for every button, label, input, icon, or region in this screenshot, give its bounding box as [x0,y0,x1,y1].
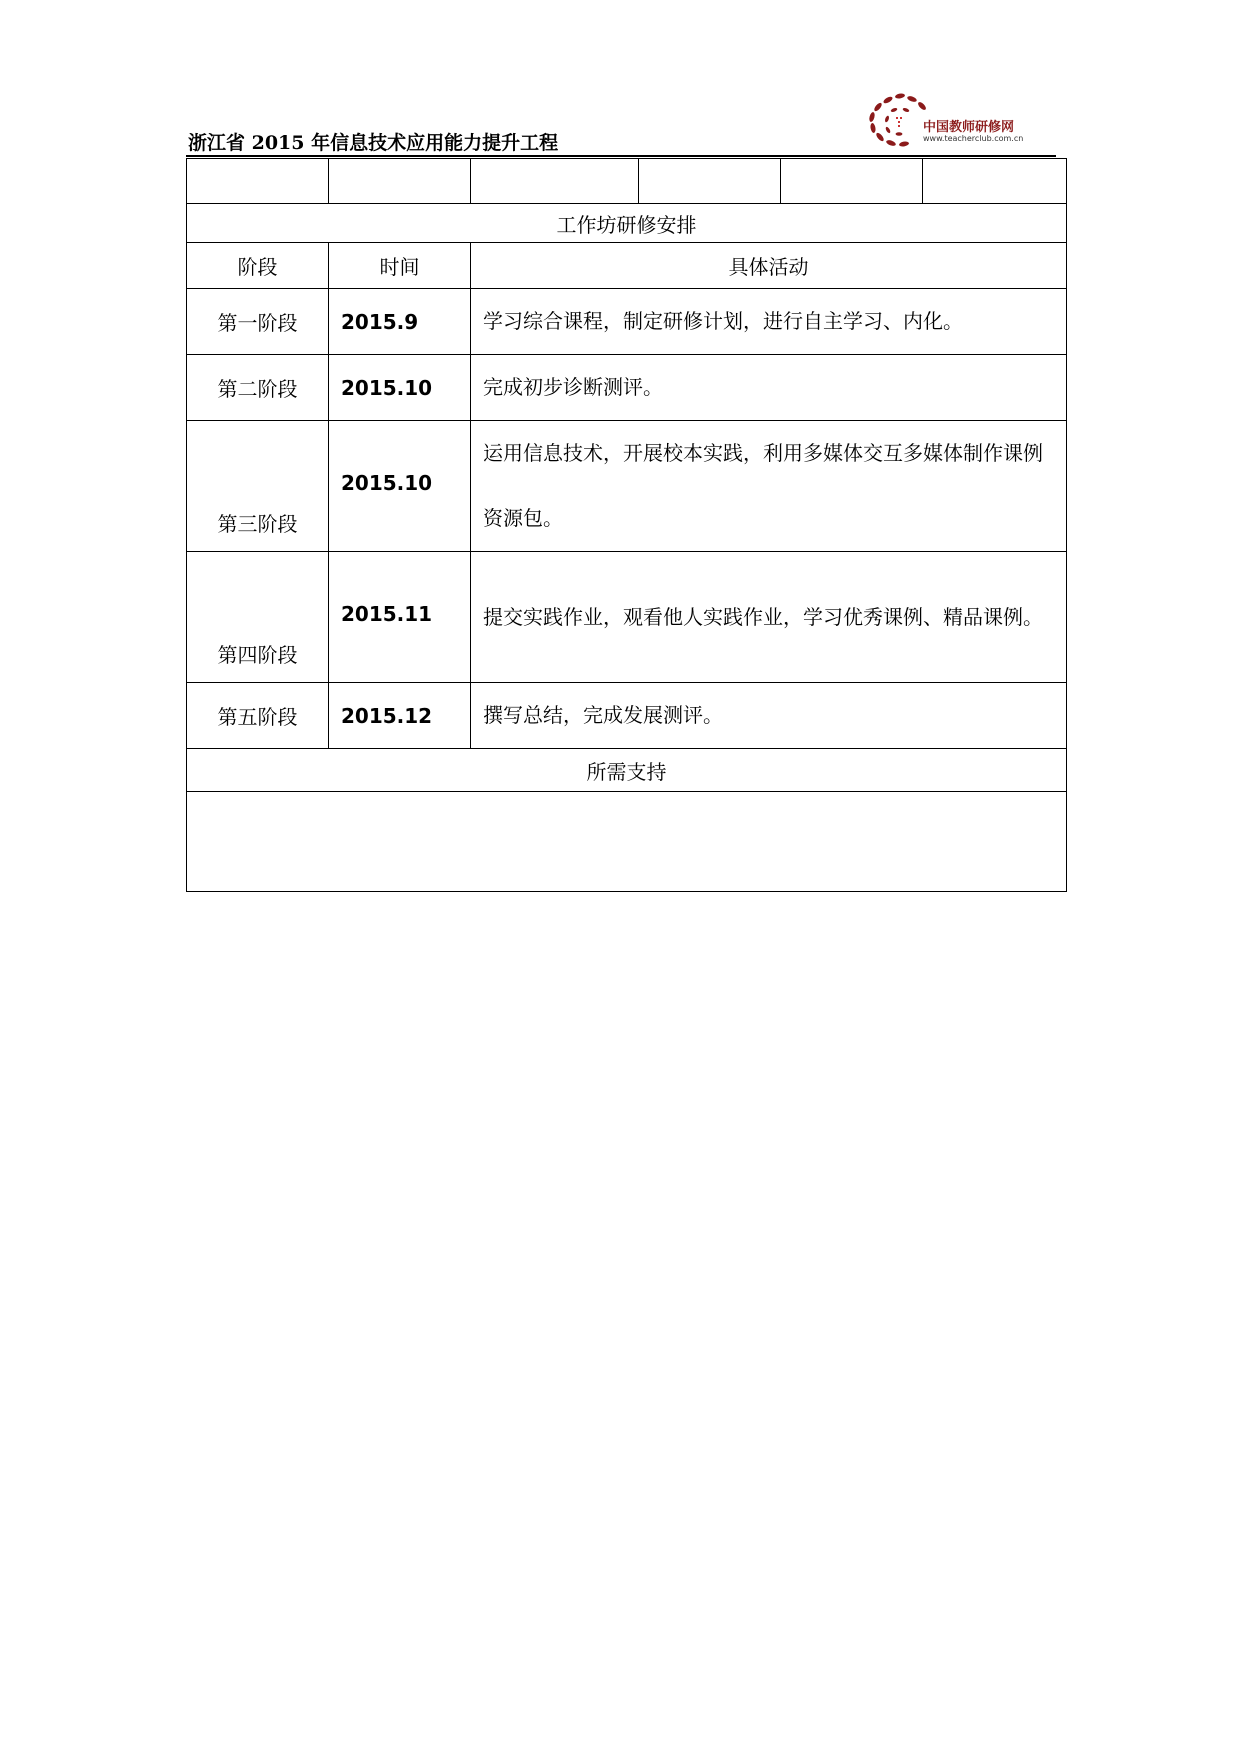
date-cell: 2015.12 [329,683,471,749]
section-title-row [187,204,1067,243]
date-cell: 2015.9 [329,289,471,355]
stage-cell: 第三阶段 [187,421,329,552]
blank-cell [329,159,471,204]
table-row [187,552,1067,683]
support-content-row [187,792,1067,892]
blank-cell [471,159,639,204]
activity-cell: 提交实践作业，观看他人实践作业，学习优秀课例、精品课例。 [471,552,1067,683]
column-header-stage: 阶段 [187,243,329,289]
column-header-activity: 具体活动 [471,243,1067,289]
header-divider [186,155,1056,157]
table-row [187,421,1067,552]
logo-site-url: www.teacherclub.com.cn [923,134,1024,143]
workshop-plan-table [186,158,1067,892]
stage-cell: 第五阶段 [187,683,329,749]
blank-cell [923,159,1067,204]
date-cell: 2015.11 [329,552,471,683]
activity-cell: 完成初步诊断测评。 [471,355,1067,421]
column-header-time: 时间 [329,243,471,289]
blank-cell [187,159,329,204]
logo-site-name: 中国教师研修网 [923,120,1015,135]
table-row [187,683,1067,749]
document-header-title: 浙江省 2015 年信息技术应用能力提升工程 [188,132,559,154]
stage-cell: 第四阶段 [187,552,329,683]
activity-cell: 撰写总结，完成发展测评。 [471,683,1067,749]
date-cell: 2015.10 [329,355,471,421]
blank-cell [639,159,781,204]
stage-cell: 第二阶段 [187,355,329,421]
blank-row [187,159,1067,204]
support-content [187,792,1067,892]
activity-cell: 学习综合课程，制定研修计划，进行自主学习、内化。 [471,289,1067,355]
section-title: 工作坊研修安排 [187,204,1067,243]
date-cell: 2015.10 [329,421,471,552]
support-title: 所需支持 [187,749,1067,792]
blank-cell [781,159,923,204]
table-row [187,289,1067,355]
support-title-row [187,749,1067,792]
table-row [187,355,1067,421]
column-header-row [187,243,1067,289]
stage-cell: 第一阶段 [187,289,329,355]
activity-cell: 运用信息技术，开展校本实践，利用多媒体交互多媒体制作课例资源包。 [471,421,1067,552]
